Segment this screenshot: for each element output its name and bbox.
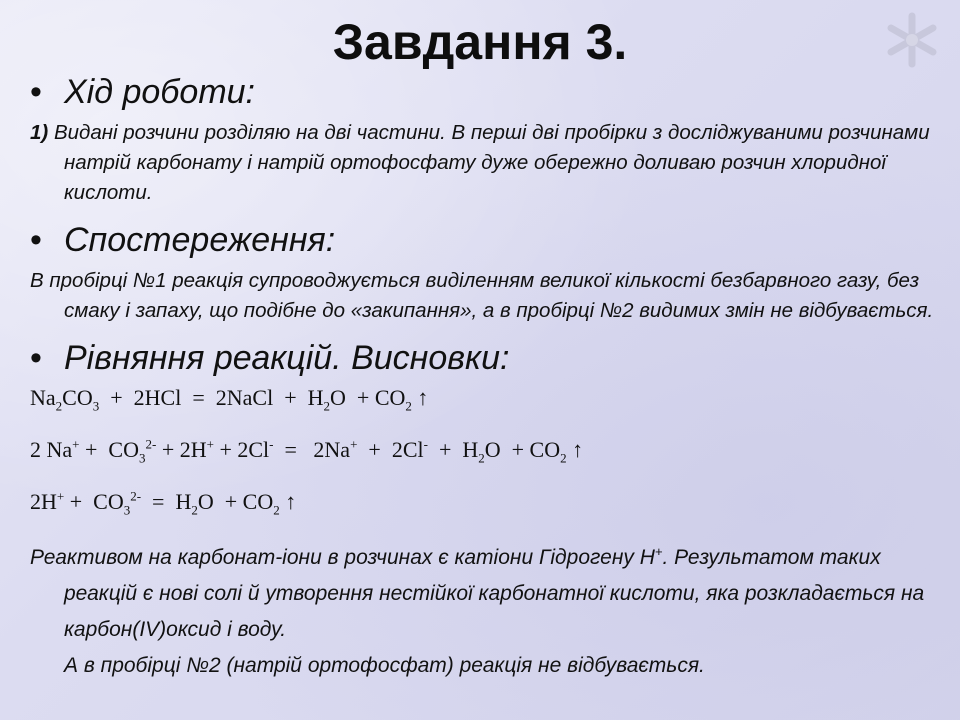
- page-title: Завдання 3.: [332, 14, 628, 70]
- procedure-text: [30, 118, 945, 208]
- bullet-dot: •: [30, 73, 42, 111]
- conclusion-cut-line: А в пробірці №2 (натрій ортофосфат) реакція не відбувається.: [64, 654, 705, 677]
- equations-heading: Рівняння реакцій. Висновки:: [64, 339, 510, 377]
- procedure-body: Видані розчини розділяю на дві частини. В перші дві пробірки з досліджуваними розчинами натрій карбонату і натрій ортофосфату дуже обережно доливаю розчин хлоридної кислоти.: [53, 121, 930, 204]
- bullet-equations: [30, 336, 945, 380]
- bullet-observation: [30, 218, 945, 262]
- bullet-dot: •: [30, 339, 42, 377]
- step-number: 1): [30, 121, 49, 144]
- bullet-procedure: [30, 70, 945, 114]
- slide-content: [30, 70, 945, 694]
- observation-text: В пробірці №1 реакція супроводжується виділенням великої кількості безбарвного газу, без смаку і запаху, що подібне до «закипання», а в пробірці №2 видимих змін не відбувається.: [30, 269, 934, 322]
- equation-1: $Na_2CO_3 + 2HCl$ = 2NaCl + $H_2O + CO_2$ ↑: [30, 385, 429, 414]
- bullet-dot: •: [30, 221, 42, 259]
- observation-heading: Спостереження:: [64, 221, 336, 259]
- equation-3: $2H^+ + CO_3^{2-} = H_2O + CO_2$ ↑: [30, 488, 297, 518]
- equation-2: 2 $Na^+ + CO_3^{2-} + 2H^+ + 2Cl^- = 2Na^+ + 2Cl^- + H_2O + CO_2$ ↑: [30, 436, 584, 466]
- conclusion-text: Реактивом на карбонат-іони в розчинах є катіони Гідрогену Н+. Результатом таких реакцій є нові солі й утворення нестійкої карбонатної кислоти, яка розкладається на карбон(IV)оксид і воду. А в пробірці №2 (натрій ортофосфат) реакція не відбувається.: [30, 544, 925, 677]
- procedure-heading: Хід роботи:: [64, 73, 256, 111]
